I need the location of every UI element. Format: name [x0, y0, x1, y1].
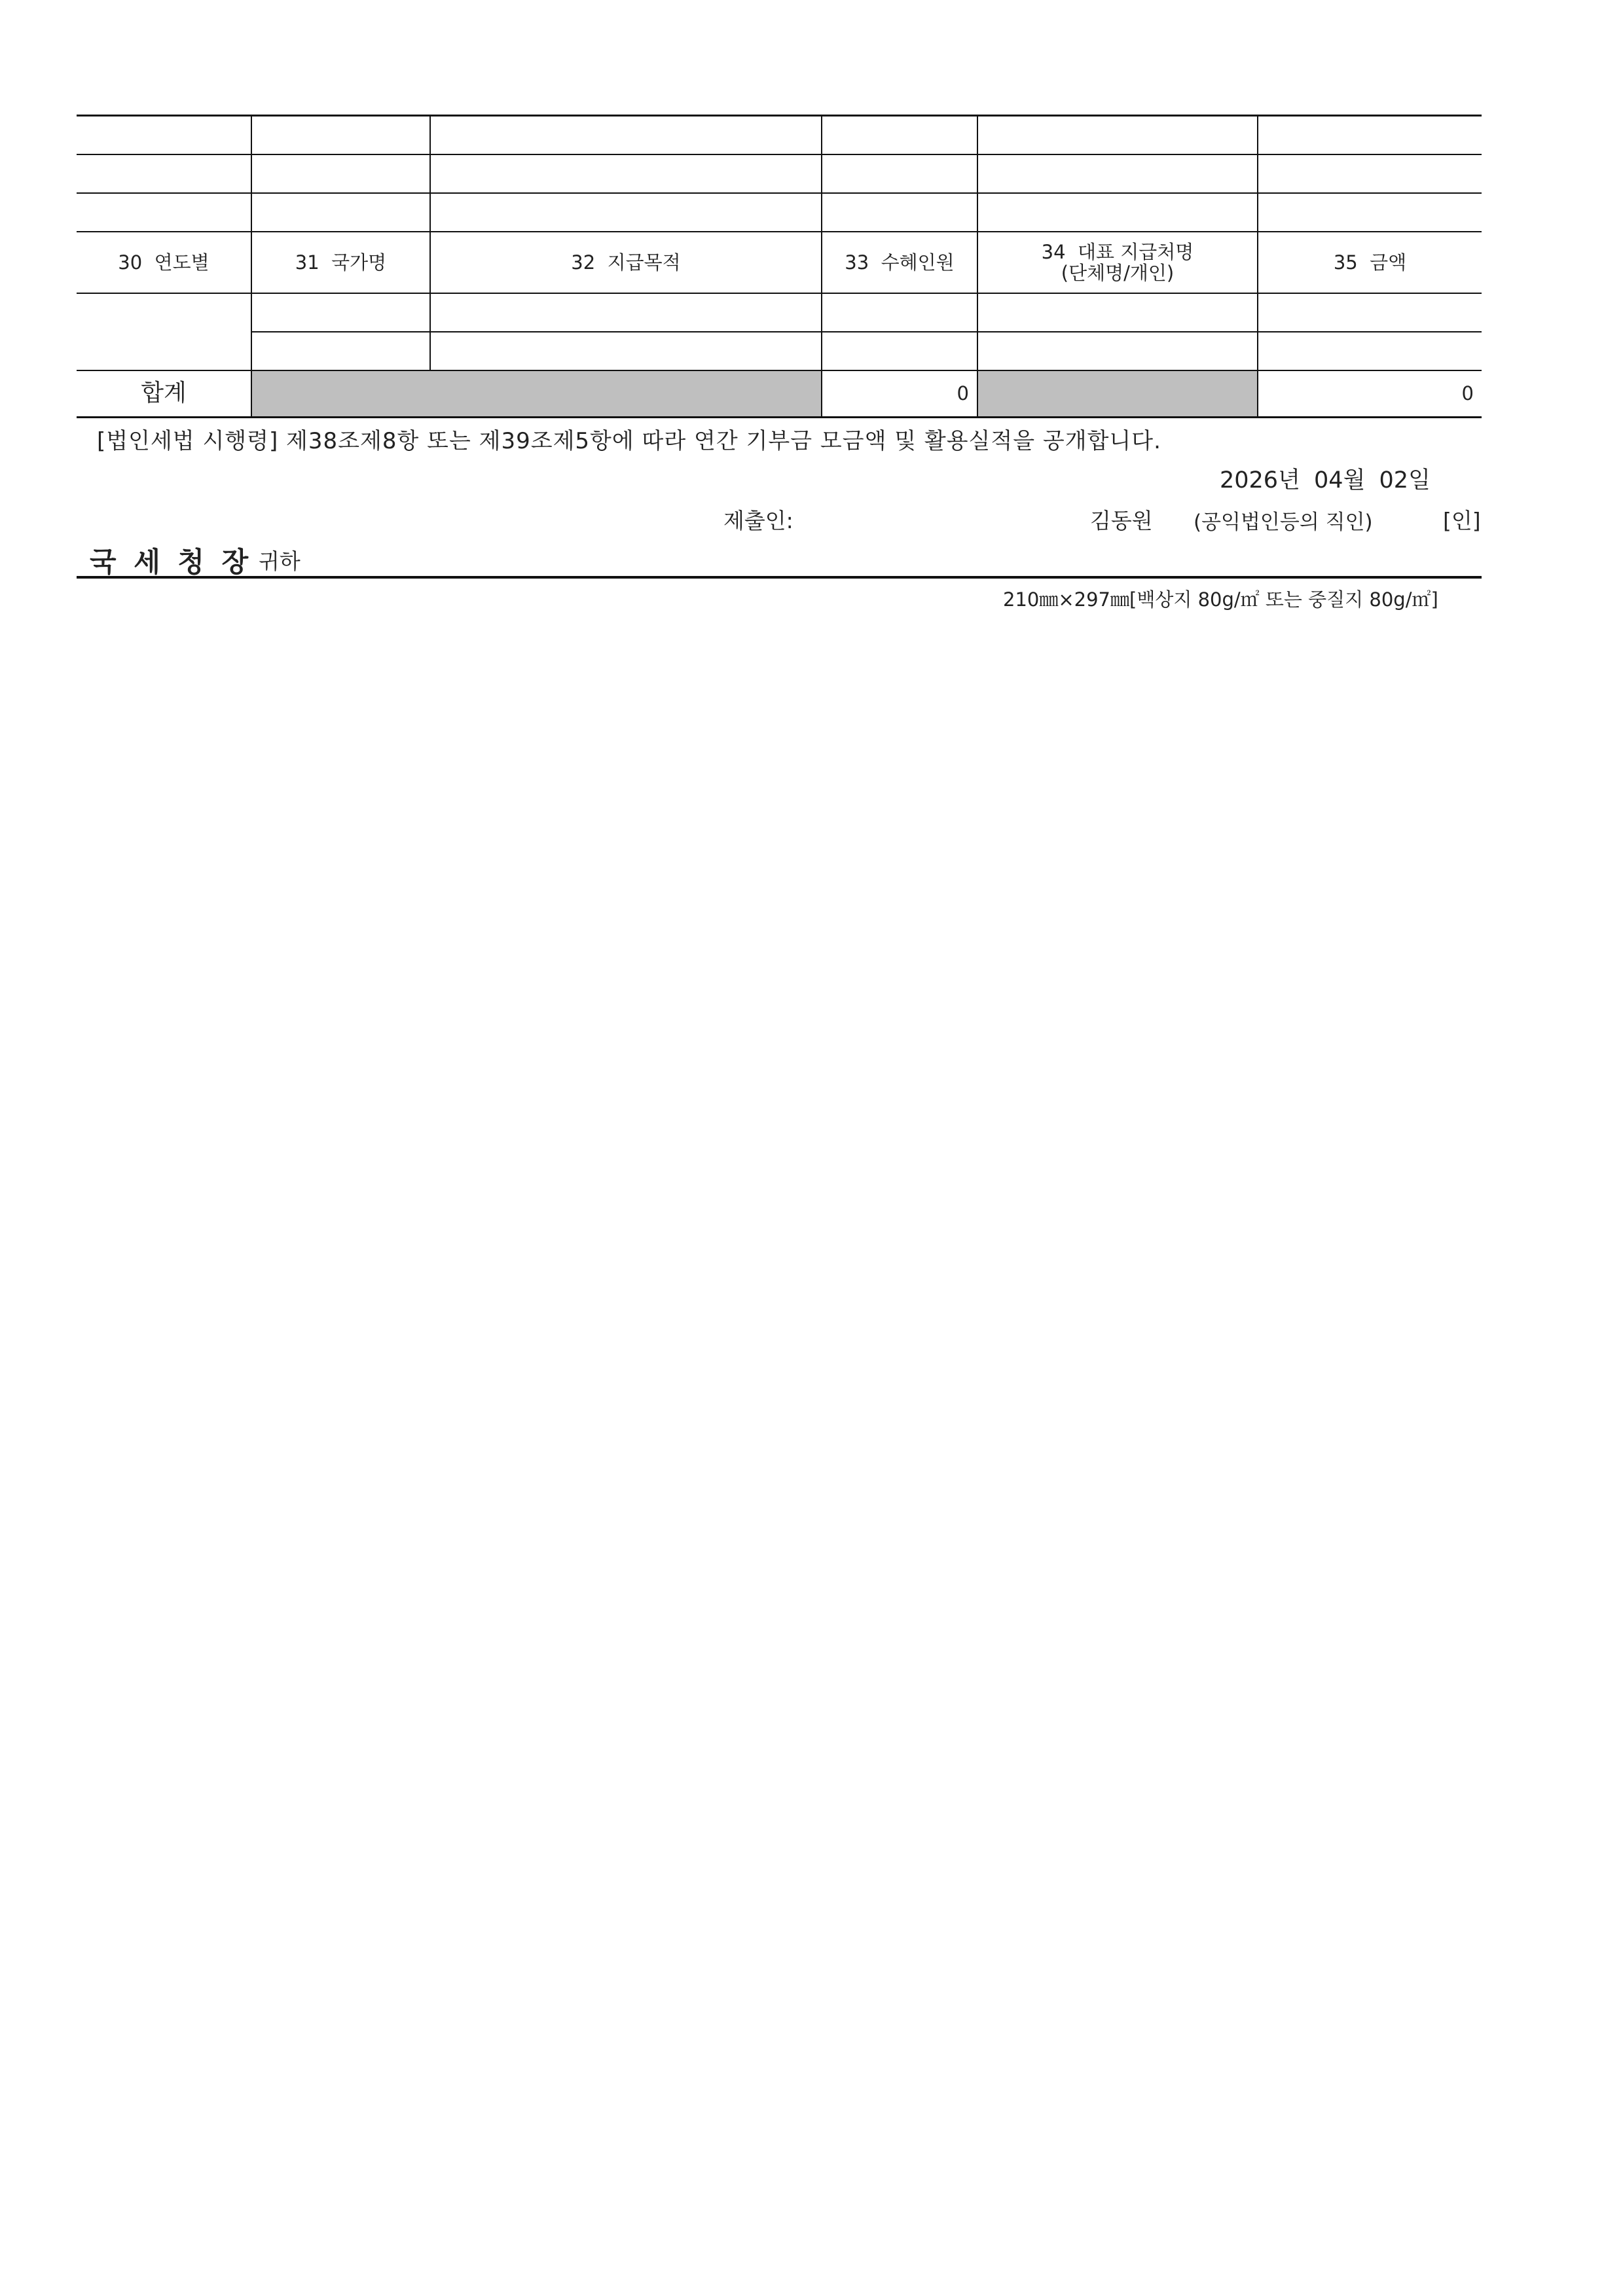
- paper-spec: 210㎜×297㎜[백상지 80g/㎡ 또는 중질지 80g/㎡]: [1003, 588, 1438, 611]
- table-row: [77, 332, 1482, 370]
- table-cell: [822, 116, 977, 155]
- header-amount: 35 금액: [1258, 232, 1482, 293]
- table-cell: [1258, 293, 1482, 332]
- header-purpose: 32 지급목적: [430, 232, 822, 293]
- table-cell: [251, 293, 430, 332]
- total-amount: 0: [1258, 370, 1482, 418]
- table-cell: [1258, 193, 1482, 232]
- header-payee: 34 대표 지급처명 (단체명/개인): [977, 232, 1258, 293]
- table-cell: [430, 116, 822, 155]
- submitter-label: 제출인:: [723, 508, 793, 533]
- recipient-office: 국 세 청 장: [90, 546, 253, 578]
- table-cell: [822, 332, 977, 370]
- table-cell: [822, 154, 977, 193]
- table-cell: [77, 154, 251, 193]
- table-cell: [430, 293, 822, 332]
- header-country: 31 국가명: [251, 232, 430, 293]
- total-label: 합계: [77, 370, 251, 418]
- table-cell: [977, 193, 1258, 232]
- table-cell: [77, 116, 251, 155]
- total-row: [77, 370, 1482, 418]
- table-cell: [251, 332, 430, 370]
- table-row: [77, 193, 1482, 232]
- table-cell: [430, 332, 822, 370]
- table-cell: [1258, 332, 1482, 370]
- recipient-honorific: 귀하: [259, 548, 301, 574]
- table-cell: [822, 193, 977, 232]
- table-cell: [1258, 116, 1482, 155]
- total-recipients: 0: [822, 370, 977, 418]
- table-cell: [251, 116, 430, 155]
- header-beneficiaries: 33 수혜인원: [822, 232, 977, 293]
- donation-usage-table: [77, 115, 1482, 418]
- table-cell: [977, 116, 1258, 155]
- table-cell: [977, 154, 1258, 193]
- date-month: 04월: [1314, 467, 1366, 493]
- submitter-role: (공익법인등의 직인): [1194, 511, 1373, 534]
- table-cell: [977, 293, 1258, 332]
- divider: [77, 576, 1482, 579]
- table-cell: [430, 193, 822, 232]
- table-header-row: [77, 232, 1482, 293]
- submitter-name: 김동원: [1090, 508, 1153, 533]
- table-cell: [251, 154, 430, 193]
- header-year: 30 연도별: [77, 232, 251, 293]
- shaded-cell: [251, 370, 822, 418]
- table-cell: [251, 193, 430, 232]
- seal-mark: [인]: [1443, 508, 1481, 533]
- table-cell: [977, 332, 1258, 370]
- date-day: 02일: [1379, 467, 1431, 493]
- date-year: 2026년: [1220, 467, 1300, 493]
- table-cell: [77, 293, 251, 370]
- table-row: [77, 116, 1482, 155]
- table-cell: [822, 293, 977, 332]
- submission-date: [1220, 462, 1431, 495]
- table-row: [77, 154, 1482, 193]
- disclosure-notice: [법인세법 시행령] 제38조제8항 또는 제39조제5항에 따라 연간 기부금 모금액 및 활용실적을 공개합니다.: [97, 428, 1161, 454]
- table-cell: [430, 154, 822, 193]
- shaded-cell: [977, 370, 1258, 418]
- table-cell: [1258, 154, 1482, 193]
- table-row: [77, 293, 1482, 332]
- table-cell: [77, 193, 251, 232]
